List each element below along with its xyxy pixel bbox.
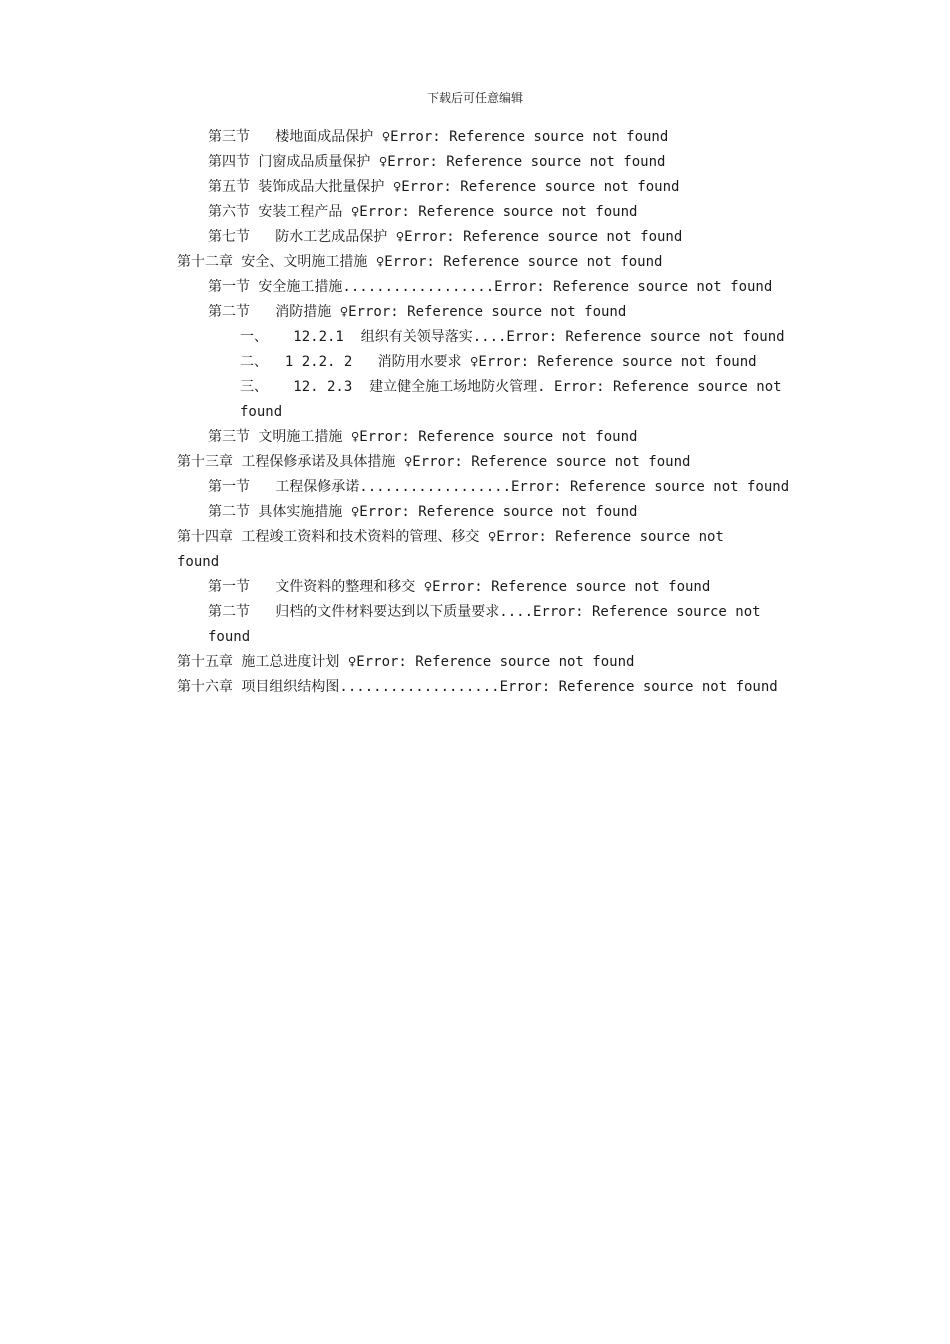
page-header: 下载后可任意编辑 xyxy=(426,91,523,105)
toc-subentry-continuation: found xyxy=(240,404,283,420)
toc-subentry[interactable]: 三、 12. 2.3 建立健全施工场地防火管理. Error: Reference source not xyxy=(240,379,782,395)
toc-entry[interactable]: 第二节 消防措施 ♀Error: Reference source not found xyxy=(208,304,627,320)
toc-entry[interactable]: 第一节 工程保修承诺..................Error: Reference source not found xyxy=(208,479,790,495)
toc-entry[interactable]: 第七节 防水工艺成品保护 ♀Error: Reference source not found xyxy=(208,229,683,245)
toc-chapter-continuation: found xyxy=(177,554,220,570)
toc-entry-continuation: found xyxy=(208,629,251,645)
toc-chapter-entry[interactable]: 第十二章 安全、文明施工措施 ♀Error: Reference source not found xyxy=(177,254,663,270)
toc-entry[interactable]: 第三节 文明施工措施 ♀Error: Reference source not found xyxy=(208,429,638,445)
toc-chapter-entry[interactable]: 第十四章 工程竣工资料和技术资料的管理、移交 ♀Error: Reference source not xyxy=(177,529,724,545)
toc-entry[interactable]: 第二节 具体实施措施 ♀Error: Reference source not found xyxy=(208,504,638,520)
toc-entry[interactable]: 第四节 门窗成品质量保护 ♀Error: Reference source not found xyxy=(208,154,666,170)
toc-chapter-entry[interactable]: 第十三章 工程保修承诺及具体措施 ♀Error: Reference source not found xyxy=(177,454,691,470)
toc-chapter-entry[interactable]: 第十五章 施工总进度计划 ♀Error: Reference source not found xyxy=(177,654,635,670)
toc-entry[interactable]: 第二节 归档的文件材料要达到以下质量要求....Error: Reference source not xyxy=(208,604,761,620)
toc-entry[interactable]: 第五节 装饰成品大批量保护 ♀Error: Reference source not found xyxy=(208,179,680,195)
toc-entry[interactable]: 第一节 文件资料的整理和移交 ♀Error: Reference source not found xyxy=(208,579,711,595)
toc-entry[interactable]: 第六节 安装工程产品 ♀Error: Reference source not found xyxy=(208,204,638,220)
toc-chapter-entry[interactable]: 第十六章 项目组织结构图...................Error: Reference source not found xyxy=(177,679,778,695)
toc-subentry[interactable]: 二、 1 2.2. 2 消防用水要求 ♀Error: Reference source not found xyxy=(240,354,757,370)
toc-entry[interactable]: 第一节 安全施工措施..................Error: Reference source not found xyxy=(208,279,773,295)
toc-entry[interactable]: 第三节 楼地面成品保护 ♀Error: Reference source not found xyxy=(208,129,669,145)
toc-subentry[interactable]: 一、 12.2.1 组织有关领导落实....Error: Reference source not found xyxy=(240,329,785,345)
